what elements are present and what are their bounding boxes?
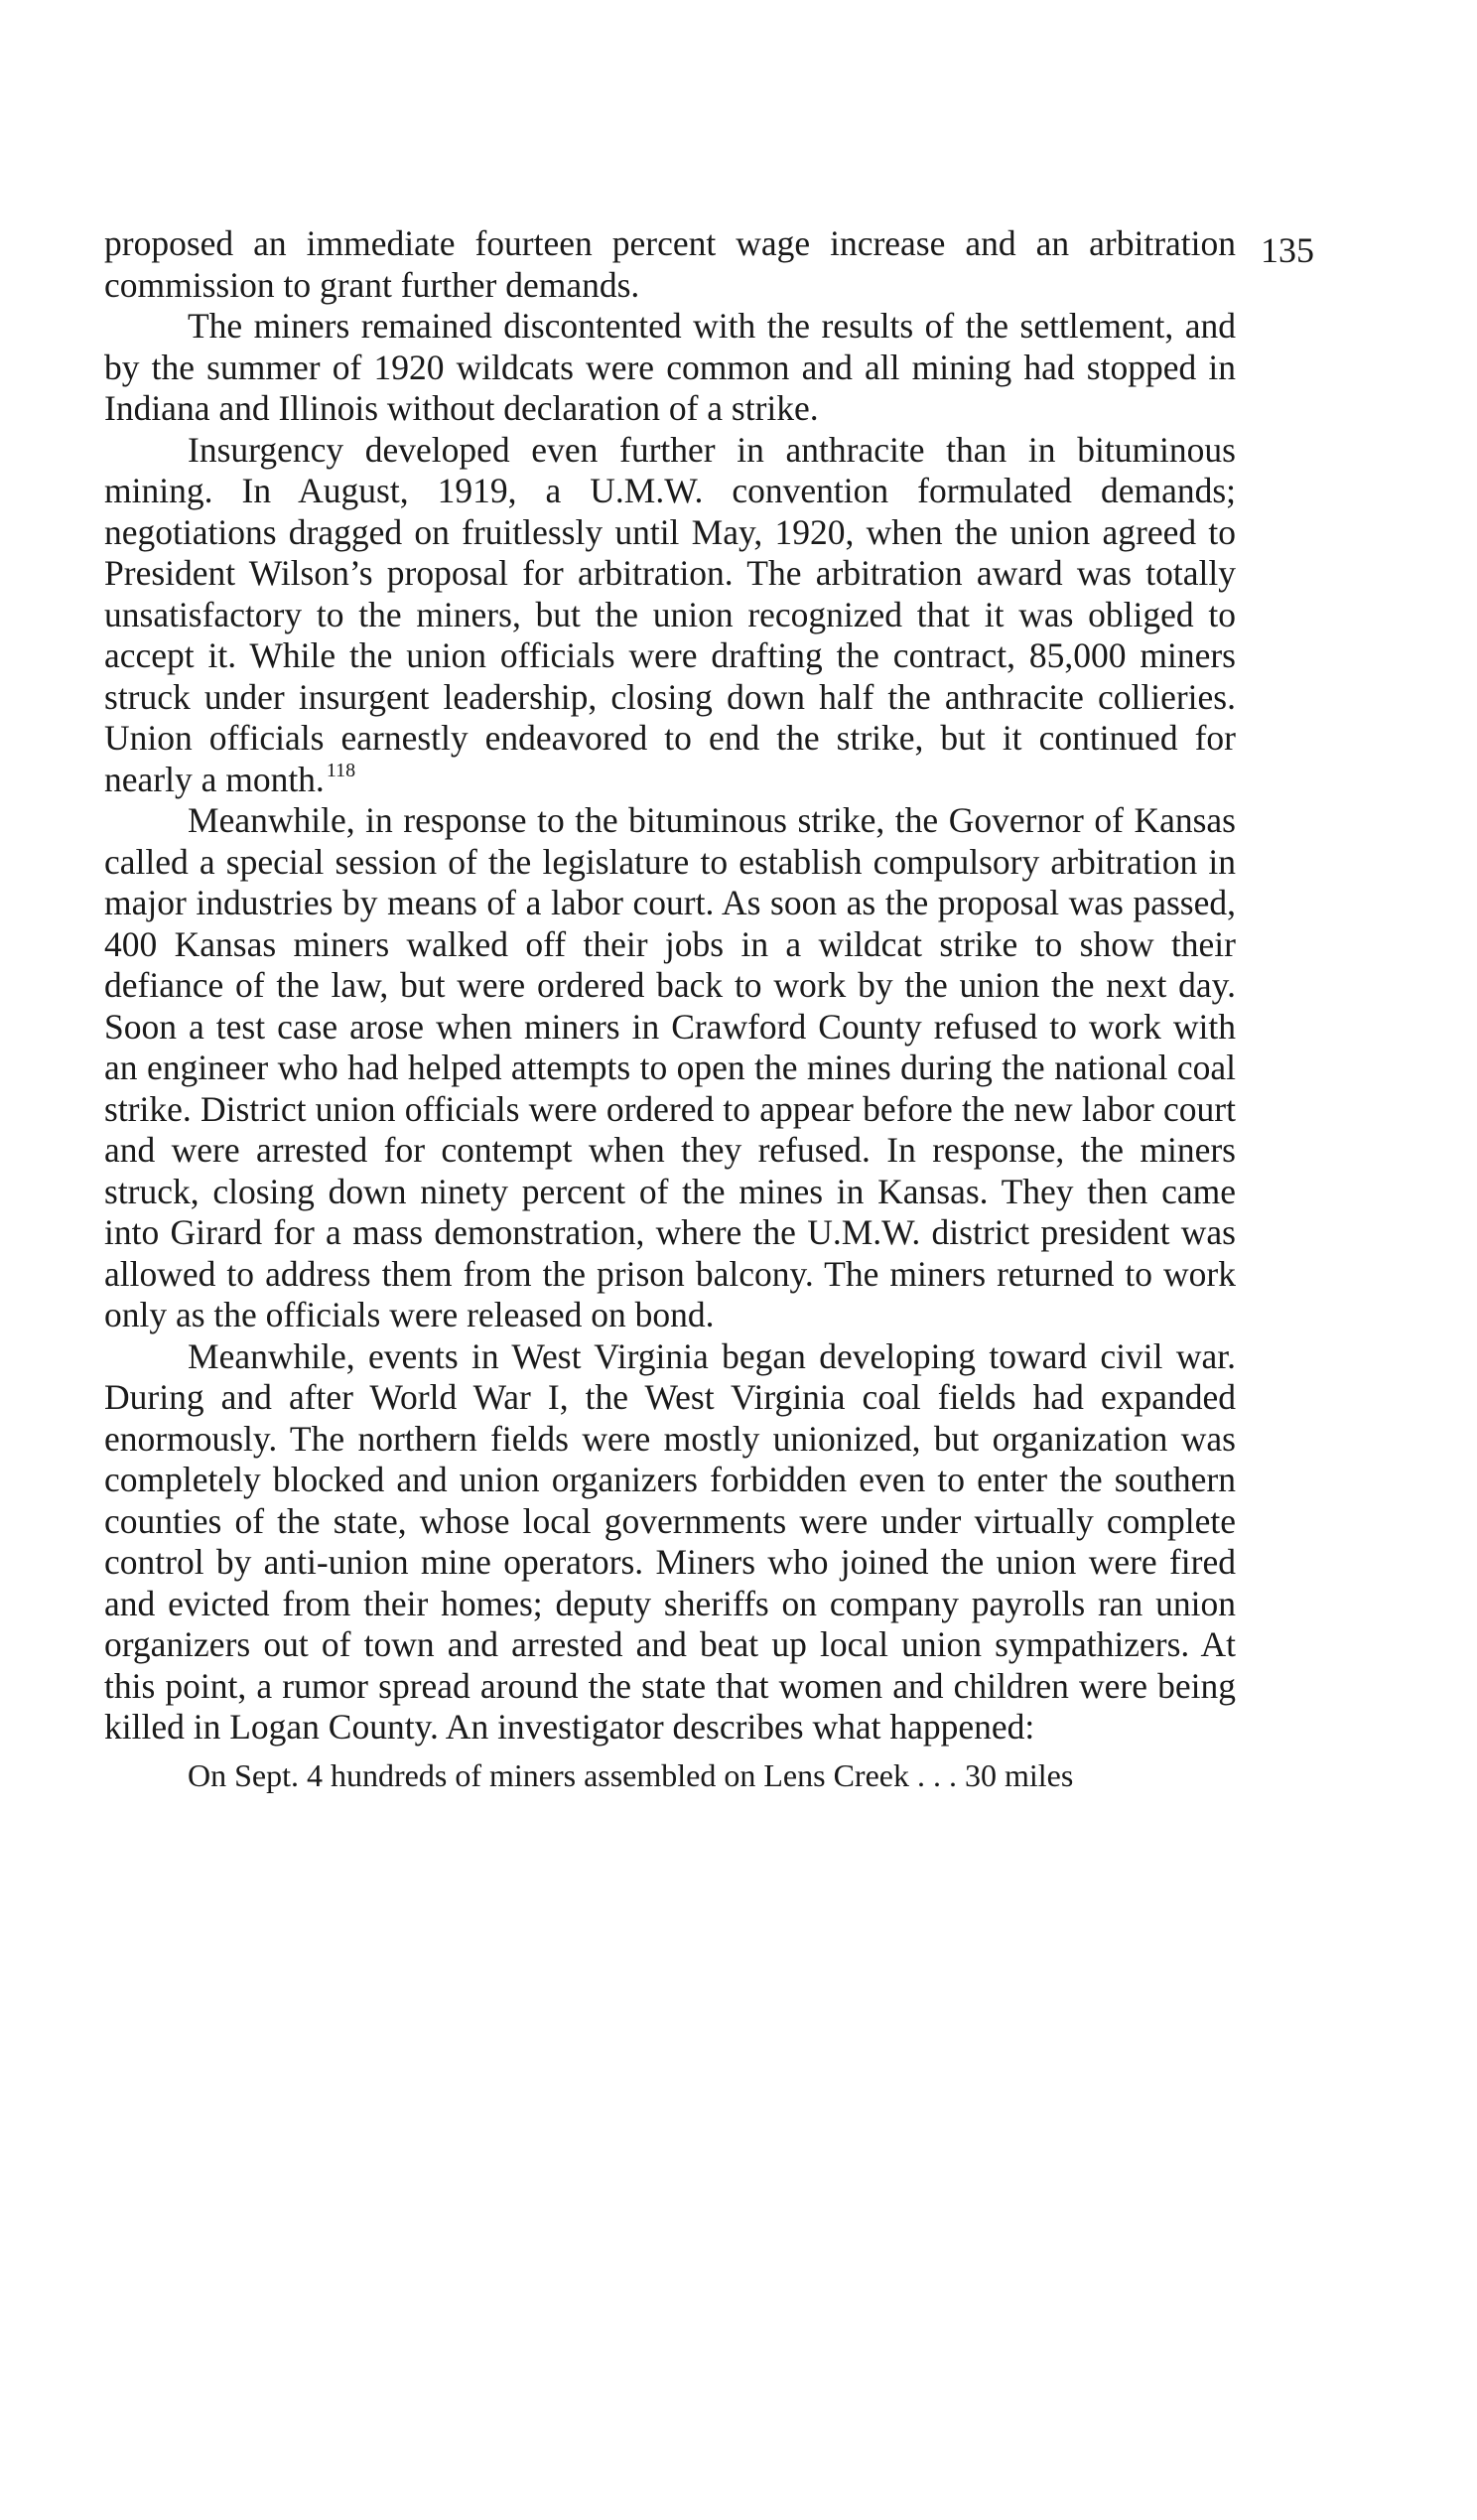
paragraph-anthracite-text: Insurgency developed even further in anthracite than in bituminous mining. In August, 1919, a U.M.W. convention formulated demands; negotiations dragged on fruitlessly until May, 1920, when the union agreed to President Wilson’s proposal for arbitration. The arbitration award was totally unsatisfactory to the miners, but the union recognized that it was obliged to accept it. While the union officials were drafting the contract, 85,000 miners struck under insurgent leadership, closing down half the anthracite collieries. Union officials earnestly endeavored to end the strike, but it continued for nearly a month.	[104, 429, 1236, 799]
paragraph-anthracite	[104, 430, 1236, 801]
body-text	[104, 223, 1236, 1794]
paragraph-kansas: Meanwhile, in response to the bituminous strike, the Governor of Kansas called a special session of the legislature to establish compulsory arbitration in major industries by means of a labor court. As soon as the proposal was passed, 400 Kansas miners walked off their jobs in a wildcat strike to show their defiance of the law, but were ordered back to work by the union the next day. Soon a test case arose when miners in Crawford County refused to work with an engineer who had helped attempts to open the mines during the national coal strike. District union officials were ordered to appear before the new labor court and were arrested for contempt when they refused. In response, the miners struck, closing down ninety percent of the mines in Kansas. They then came into Girard for a mass demonstration, where the U.M.W. district president was allowed to address them from the prison balcony. The miners returned to work only as the officials were released on bond.	[104, 800, 1236, 1334]
paragraph-settlement: The miners remained discontented with the results of the settlement, and by the summer of 1920 wildcats were common and all mining had stopped in Indiana and Illinois without declaration of a strike.	[104, 306, 1236, 428]
paragraph-continued: proposed an immediate fourteen percent wage increase and an arbitration commission to grant further demands.	[104, 223, 1236, 305]
block-quote: On Sept. 4 hundreds of miners assembled on Lens Creek . . . 30 miles	[188, 1756, 1074, 1793]
paragraph-west-virginia: Meanwhile, events in West Virginia began developing toward civil war. During and after World War I, the West Virginia coal fields had expanded enormously. The northern fields were mostly unionized, but organization was completely blocked and union organizers forbidden even to enter the southern counties of the state, whose local governments were under virtually complete control by anti-union mine operators. Miners who joined the union were fired and evicted from their homes; deputy sheriffs on company payrolls ran union organizers out of town and arrested and beat up local union sympathizers. At this point, a rumor spread around the state that women and children were being killed in Logan County. An investigator describes what happened:	[104, 1335, 1236, 1747]
footnote-reference: 118	[326, 759, 356, 781]
page-number: 135	[1261, 230, 1314, 270]
